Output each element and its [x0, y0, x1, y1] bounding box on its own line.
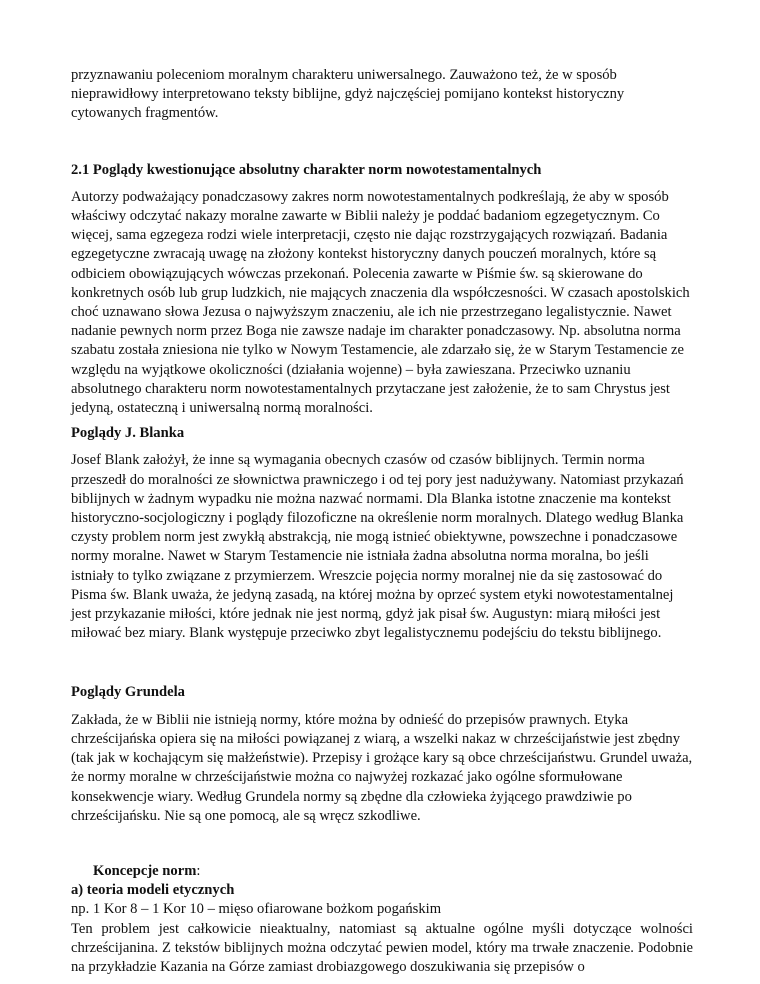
grundel-heading: Poglądy Grundela	[71, 684, 185, 701]
koncepcje-example: np. 1 Kor 8 – 1 Kor 10 – mięso ofiarowane bożkom pogańskim	[71, 901, 442, 918]
section-2-1-body: Autorzy podważający ponadczasowy zakres norm nowotestamentalnych podkreślają, że aby w sposób właściwy odczytać nakazy moralne zawarte w Biblii należy je poddać badaniom egzegetycznym. Co więcej, sama egzegeza rodzi wiele interpretacji, często nie dając rozstrzygających rozwiązań. Badania egzegetyczne zwracają uwagę na złożony kontekst historyczny danych pouczeń moralnych, które są odbiciem obowiązujących wówczas przekonań. Polecenia zawarte w Piśmie św. są skierowane do konkretnych osób lub grup ludzkich, nie mających znaczenia dla współczesności. W czasach apostolskich choć uznawano słowa Jezusa o najwyższym znaczeniu, ale ich nie przestrzegano legalistycznie. Nawet nadanie pewnych norm przez Boga nie zawsze nadaje im charakter ponadczasowy. Np. absolutna norma szabatu została zniesiona nie tylko w Nowym Testamencie, ale zdarzało się, że w Starym Testamencie ze względu na wyjątkowe okoliczności (działania wojenne) – była zawieszana. Przeciwko uznaniu absolutnego charakteru norm nowotestamentalnych przytaczane jest założenie, że to sam Chrystus jest jedyną, ostateczną i uniwersalną normą moralności.	[71, 188, 690, 417]
document-page	[71, 66, 693, 977]
grundel-body: Zakłada, że w Biblii nie istnieją normy, które można by odnieść do przepisów prawnych. Etyka chrześcijańska opiera się na miłości powiązanej z wiarą, a wszelki nakaz w chrześcijaństwie jest zbędny (tak jak w kochającym się małżeństwie). Przepisy i grożące kary są obce chrześcijaństwu. Grundel uważa, że normy moralne w chrześcijaństwie można co najwyżej rozkazać jako ogólne sformułowane konsekwencje wiary. Według Grundela normy są zbędne dla człowieka żyjącego prawdziwie po chrześcijańsku. Nie są one pomocą, ale są wręcz szkodliwe.	[71, 711, 693, 824]
koncepcje-subtitle: a) teoria modeli etycznych	[71, 882, 235, 899]
blank-heading: Poglądy J. Blanka	[71, 425, 185, 442]
intro-paragraph: przyznawaniu poleceniom moralnym charakteru uniwersalnego. Zauważono też, że w sposób nieprawidłowy interpretowano teksty biblijne, gdyż najczęściej pomijano kontekst historyczny cytowanych fragmentów.	[71, 67, 625, 122]
koncepcje-body: Ten problem jest całkowicie nieaktualny, natomiast są aktualne ogólne myśli dotyczące wolności chrześcijanina. Z tekstów biblijnych można odczytać pewien model, który ma trwałe znaczenie. Podobnie na przykładzie Kazania na Górze zamiast drobiazgowego doszukiwania się przepisów o	[71, 920, 693, 975]
section-2-1-heading: 2.1 Poglądy kwestionujące absolutny charakter norm nowotestamentalnych	[71, 161, 542, 178]
koncepcje-heading	[71, 862, 693, 881]
blank-body: Josef Blank założył, że inne są wymagania obecnych czasów od czasów biblijnych. Termin norma przeszedł do moralności ze słownictwa prawniczego i od tej pory jest nadużywany. Natomiast przykazań biblijnych w żadnym wypadku nie można nazwać normami. Dla Blanka istotne znaczenie ma kontekst historyczno-socjologiczny i poglądy filozoficzne na określenie norm moralnych. Dlatego według Blanka czysty problem norm jest zwykłą abstrakcją, nie mogą istnieć obiektywne, powszechne i ponadczasowe normy moralne. Nawet w Starym Testamencie nie istniała żadna absolutna norma moralna, bo jeśli istniały to tylko związane z przymierzem. Wreszcie pojęcia normy moralnej nie da się zastosować do Pisma św. Blank uważa, że jedyną zasadą, na której można by oprzeć system etyki nowotestamentalnej jest przykazanie miłości, które jednak nie jest normą, gdyż jak pisał św. Augustyn: miarą miłości jest miłować bez miary. Blank występuje przeciwko zbyt legalistycznemu podejściu do tekstu biblijnego.	[71, 452, 684, 642]
koncepcje-colon: :	[196, 862, 201, 879]
koncepcje-title: Koncepcje norm	[93, 862, 197, 879]
